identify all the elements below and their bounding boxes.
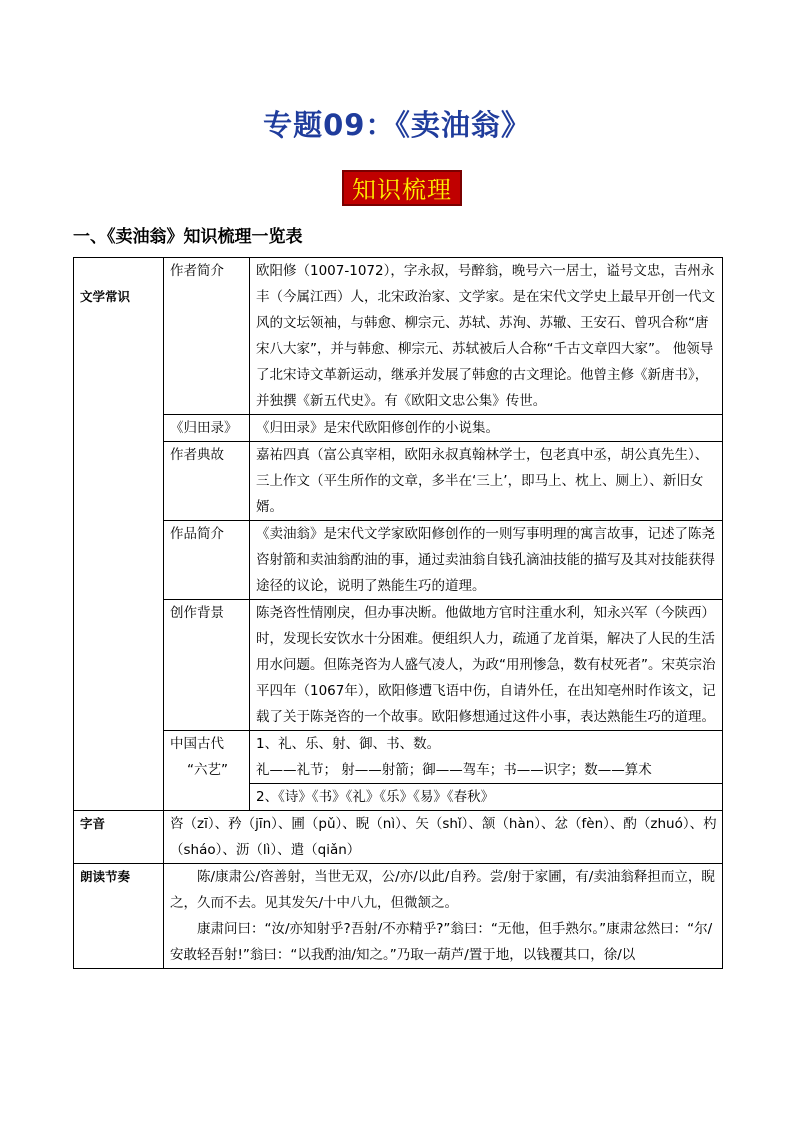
- reading-paragraph: 康肃问曰：“汝/亦知射乎?吾射/不亦精乎?”翁曰：“无他，但手熟尔。”康肃忿然曰：“尔/安敢轻吾射!”翁曰：“以我酌油/知之。”乃取一葫芦/置于地，以钱覆其口，徐/以: [170, 921, 713, 963]
- content-cell: 《卖油翁》是宋代文学家欧阳修创作的一则写事明理的寓言故事，记述了陈尧咨射箭和卖油翁酌油的事，通过卖油翁自钱孔滴油技能的描写及其对技能获得途径的议论，说明了熟能生巧的道理。: [250, 521, 723, 600]
- reading-paragraph: 陈/康肃公/咨善射，当世无双，公/亦/以此/自矜。尝/射于家圃，有/卖油翁释担而立，睨之，久而不去。见其发矢/十中八九，但微颔之。: [170, 869, 715, 911]
- content-cell: 陈尧咨性情刚戾，但办事决断。他做地方官时注重水利，知永兴军（今陕西）时，发现长安饮水十分困难。便组织人力，疏通了龙首渠，解决了人民的生活用水问题。但陈尧咨为人盛气凌人，为政“用刑惨急，数有杖死者”。宋英宗治平四年（1067年），欧阳修遭飞语中伤，自请外任，在出知亳州时作该文，记载了关于陈尧咨的一个故事。欧阳修想通过这件小事，表达熟能生巧的道理。: [250, 600, 723, 731]
- category-cell: 朗读节奏: [74, 864, 164, 969]
- category-label: 文学常识: [80, 289, 131, 304]
- subcategory-cell: 《归田录》: [164, 415, 250, 442]
- subcategory-cell: [164, 731, 250, 811]
- six-arts-line: 礼——礼节； 射——射箭；御——驾车；书——识字；数——算术: [256, 762, 652, 778]
- content-cell: 《归田录》是宋代欧阳修创作的小说集。: [250, 415, 723, 442]
- table-row: [74, 811, 723, 864]
- knowledge-table: [73, 257, 723, 969]
- category-cell: [74, 258, 164, 811]
- section-heading: 一、《卖油翁》知识梳理一览表: [73, 227, 303, 247]
- subcategory-cell: 作者简介: [164, 258, 250, 415]
- content-cell: 咨（zī）、矜（jīn）、圃（pǔ）、睨（nì）、矢（shǐ）、颔（hàn）、忿（fèn）、酌（zhuó）、杓（sháo）、沥（lì）、遣（qiǎn）: [164, 811, 723, 864]
- section-banner: 知识梳理: [342, 170, 462, 206]
- content-cell: 欧阳修（1007-1072），字永叔，号醉翁，晚号六一居士，谥号文忠，吉州永丰（今属江西）人，北宋政治家、文学家。是在宋代文学史上最早开创一代文风的文坛领袖，与韩愈、柳宗元、苏轼、苏洵、苏辙、王安石、曾巩合称“唐宋八大家”，并与韩愈、柳宗元、苏轼被后人合称“千古文章四大家”。 他领导了北宋诗文革新运动，继承并发展了韩愈的古文理论。他曾主修《新唐书》，并独撰《新五代史》。有《欧阳文忠公集》传世。: [250, 258, 723, 415]
- subcategory-cell: 创作背景: [164, 600, 250, 731]
- table-row: [74, 442, 723, 521]
- category-cell: 字音: [74, 811, 164, 864]
- content-cell: [250, 731, 723, 811]
- table-row: [74, 731, 723, 811]
- six-arts-line: 1、礼、乐、射、御、书、数。: [256, 736, 441, 752]
- subcategory-label: 中国古代: [170, 736, 224, 752]
- table-row: [74, 864, 723, 969]
- page-title: 专题09：《卖油翁》: [263, 108, 531, 142]
- table-row: [74, 600, 723, 731]
- table-row: [74, 415, 723, 442]
- subcategory-cell: 作品简介: [164, 521, 250, 600]
- table-row: [74, 521, 723, 600]
- table-row: [74, 258, 723, 415]
- content-cell: 嘉祐四真（富公真宰相，欧阳永叔真翰林学士，包老真中丞，胡公真先生）、三上作文（平生所作的文章，多半在‘三上’，即马上、枕上、厕上）、新旧女婿。: [250, 442, 723, 521]
- content-cell: [164, 864, 723, 969]
- six-arts-line: 2、《诗》《书》《礼》《乐》《易》《春秋》: [250, 783, 722, 810]
- subcategory-cell: 作者典故: [164, 442, 250, 521]
- subcategory-label: “六艺”: [187, 762, 228, 778]
